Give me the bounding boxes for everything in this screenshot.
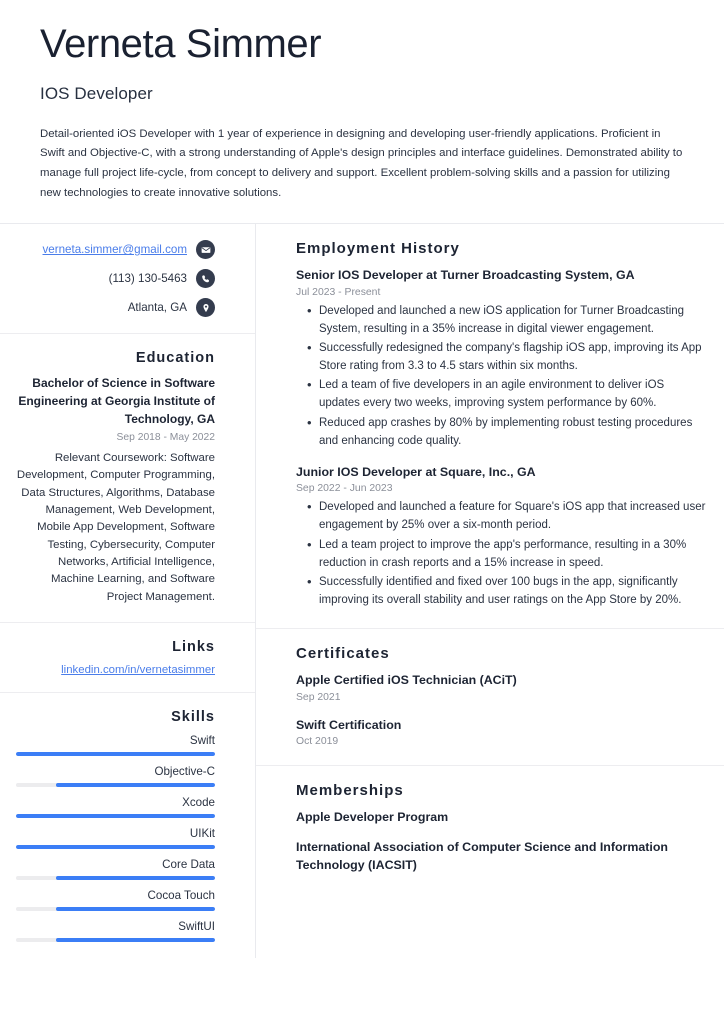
contact-row-phone[interactable] [16,269,215,288]
certificate-entry [296,717,706,747]
skill-item [16,765,215,787]
skill-level-bar [16,907,215,911]
link-item-linkedin[interactable]: linkedin.com/in/vernetasimmer [61,663,215,676]
phone-value: (113) 130-5463 [108,272,187,286]
employment-bullet: • Developed and launched a feature for Square's iOS app that increased user engagement by 25% over a six-month period. [319,498,706,534]
links-section [0,622,255,692]
memberships-heading: Memberships [296,781,404,799]
skill-level-fill [56,938,215,942]
skill-level-fill [16,814,215,818]
education-description: Relevant Coursework: Software Development, Computer Programming, Data Structures, Algorithms, Database Management, Web Development, Mobile App Development, Software Testing, Cybersecurity, Computer Networks, Artificial Intelligence, Machine Learning, and Software Project Management. [16,451,215,603]
skill-level-fill [16,752,215,756]
location-pin-icon [196,298,215,317]
skill-level-bar [16,814,215,818]
membership-item: International Association of Computer Science and Information Technology (IACSIT) [296,840,668,873]
links-heading: Links [172,638,215,655]
certificate-entry [296,672,706,702]
education-heading: Education [135,350,215,367]
education-section [0,333,255,622]
resume-body [0,224,724,958]
skills-list [16,734,215,942]
skill-name: UIKit [189,826,215,840]
memberships-section [256,765,724,893]
skill-level-bar [16,752,215,756]
skill-item [16,827,215,849]
skill-level-bar [16,845,215,849]
skill-level-fill [16,845,215,849]
skill-item [16,796,215,818]
employment-bullet: • Developed and launched a new iOS application for Turner Broadcasting System, resulting in a 35% increase in digital viewer engagement. [319,302,706,338]
location-value: Atlanta, GA [127,301,187,315]
skill-name: Core Data [162,857,215,871]
skill-name: Objective-C [154,764,215,778]
employment-entry [296,464,706,609]
employment-section [256,224,724,628]
employment-entry-date: Sep 2022 - Jun 2023 [296,483,393,495]
skill-item [16,734,215,756]
skill-level-fill [56,907,215,911]
certificates-heading: Certificates [296,645,390,663]
skill-name: Swift [189,733,215,747]
employment-entry-date: Jul 2023 - Present [296,286,381,298]
certificate-date: Sep 2021 [296,691,341,703]
skill-level-fill [56,783,215,787]
employment-bullet: • Led a team of five developers in an agile environment to deliver iOS updates every two weeks, improving system performance by 60%. [319,376,706,412]
certificates-list [296,672,706,747]
phone-icon [196,269,215,288]
page-title: Verneta Simmer [40,22,322,66]
skills-heading: Skills [171,708,215,725]
contact-row-location[interactable] [16,298,215,317]
profile-summary: Detail-oriented iOS Developer with 1 year of experience in designing and developing user-friendly applications. Proficient in Swift and Objective-C, with a strong understanding of Apple's design principles and interface guidelines. Demonstrated ability to manage full project life-cycle, from concept to delivery and support. Excellent problem-solving skills and a passion for utilizing new technologies to create innovative solutions. [40,127,683,199]
skill-level-bar [16,938,215,942]
resume-header [0,0,724,203]
employment-heading: Employment History [296,240,460,258]
skill-item [16,858,215,880]
memberships-list [296,809,706,875]
education-date: Sep 2018 - May 2022 [116,432,215,444]
skill-name: Cocoa Touch [147,888,215,902]
skill-level-bar [16,783,215,787]
skills-section [0,692,255,958]
skill-item [16,920,215,942]
employment-bullet: • Successfully identified and fixed over 100 bugs in the app, significantly improving its overall stability and user ratings on the App Store by 20%. [319,573,706,609]
envelope-icon [196,240,215,259]
certificate-title: Apple Certified iOS Technician (ACiT) [296,673,517,688]
skill-name: Xcode [182,795,215,809]
employment-bullet: • Reduced app crashes by 80% by implementing robust testing procedures and enhancing code quality. [319,414,706,450]
skill-level-bar [16,876,215,880]
employment-entry [296,267,706,450]
certificate-date: Oct 2019 [296,735,339,747]
main-column [256,224,724,958]
certificates-section [256,628,724,765]
skill-level-fill [56,876,215,880]
contact-section [0,224,255,333]
email-value[interactable]: verneta.simmer@gmail.com [42,243,187,257]
employment-entry-title: Senior IOS Developer at Turner Broadcasting System, GA [296,268,635,283]
membership-item: Apple Developer Program [296,809,449,824]
contact-row-email[interactable] [16,240,215,259]
job-title: IOS Developer [40,83,153,103]
certificate-title: Swift Certification [296,717,402,732]
sidebar [0,224,256,958]
employment-bullet-list [296,498,706,609]
employment-list [296,267,706,609]
skill-item [16,889,215,911]
employment-bullet: • Successfully redesigned the company's flagship iOS app, improving its App Store rating from 3.3 to 4.5 stars within six months. [319,339,706,375]
skill-name: SwiftUI [178,919,215,933]
employment-bullet: • Led a team project to improve the app's performance, resulting in a 30% reduction in crash reports and a 15% increase in speed. [319,536,706,572]
employment-bullet-list [296,302,706,450]
education-degree: Bachelor of Science in Software Engineering at Georgia Institute of Technology, GA [18,376,215,426]
employment-entry-title: Junior IOS Developer at Square, Inc., GA [296,464,536,479]
